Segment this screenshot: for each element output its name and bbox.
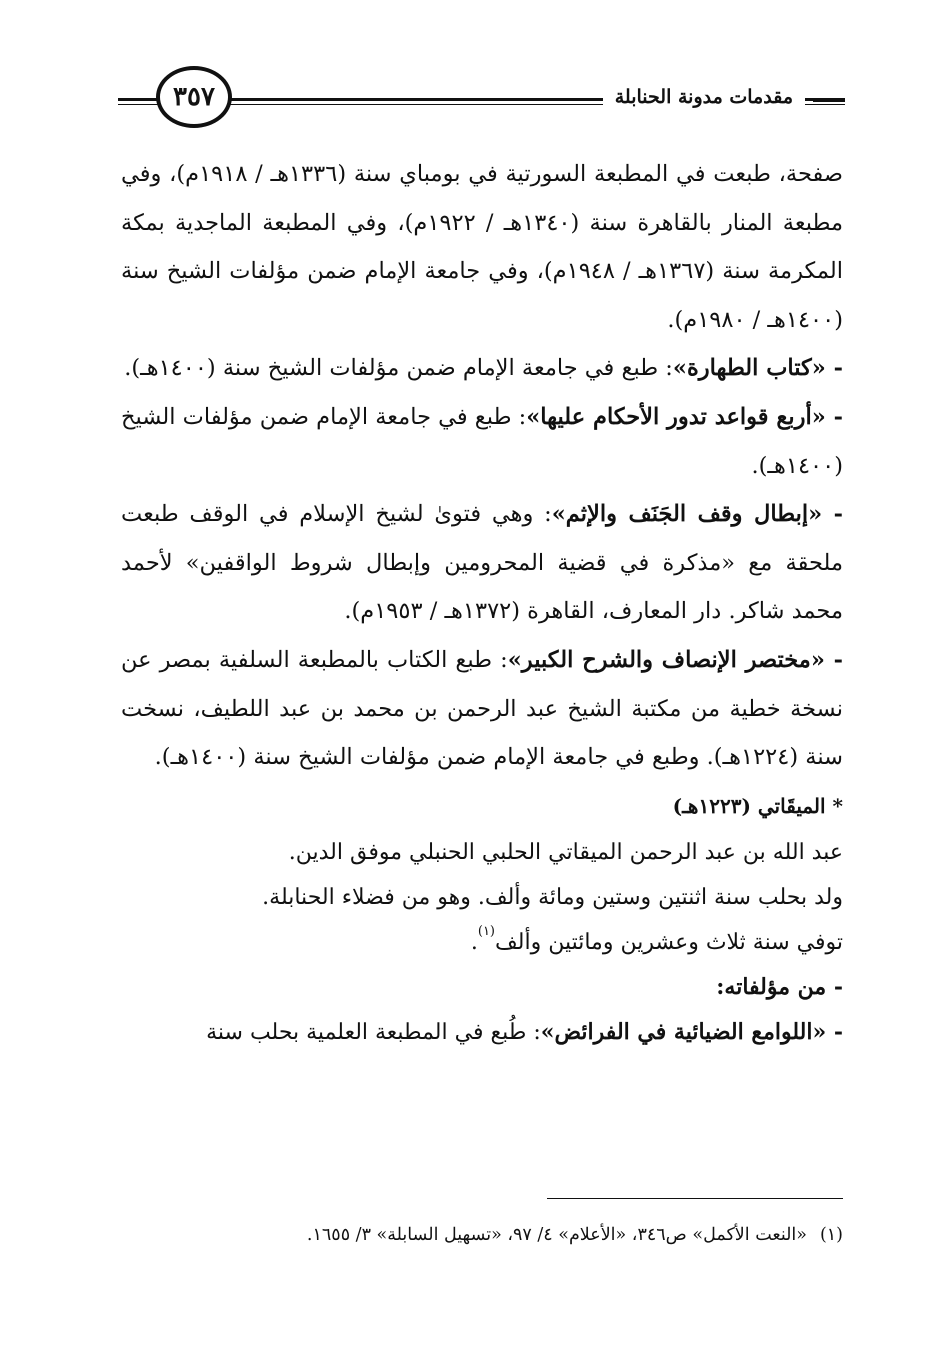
- works-label: - من مؤلفاته:: [716, 973, 843, 1000]
- entry-text: : طبع في جامعة الإمام ضمن مؤلفات الشيخ (١٤٠٠هـ).: [121, 403, 843, 479]
- entry-text: : وهي فتوىٰ لشيخ الإسلام في الوقف طبعت ملحقة مع «مذكرة في قضية المحرومين وإبطال شروط الواقفين» لأحمد محمد شاكر. دار المعارف، القاهرة (١٣٧٢هـ / ١٩٥٣م).: [121, 501, 844, 625]
- entry-mukhtasar-alinsaf: [121, 636, 843, 782]
- bio-line-name: عبد الله بن عبد الرحمن الميقاتي الحلبي الحنبلي موفق الدين.: [288, 839, 843, 865]
- bio-death-text: توفي سنة ثلاث وعشرين ومائتين وألف: [495, 929, 843, 955]
- footnote-separator: [547, 1198, 843, 1199]
- paragraph-editions: [121, 150, 843, 344]
- entry-title: - «إبطال وقف الجَنَف والإثم»: [551, 501, 844, 528]
- footnote-reference[interactable]: (١): [477, 923, 495, 939]
- entry-title: - «اللوامع الضيائية في الفرائض»: [540, 1018, 843, 1045]
- paragraph-text: صفحة، طبعت في المطبعة السورتية في بومباي سنة (١٣٣٦هـ / ١٩١٨م)، وفي مطبعة المنار بالقاهرة سنة (١٣٤٠هـ / ١٩٢٢م)، وفي المطبعة الماجدية بمكة المكرمة سنة (١٣٦٧هـ / ١٩٤٨م)، وفي جامعة الإمام ضمن مؤلفات الشيخ سنة (١٤٠٠هـ / ١٩٨٠م).: [121, 161, 844, 333]
- entry-arba-qawaid: [121, 393, 843, 490]
- footnote-text: «النعت الأكمل» ص٣٤٦، «الأعلام» ٤/ ٩٧، «تسهيل السابلة» ٣/ ١٦٥٥.: [306, 1225, 807, 1245]
- header-dash: [813, 99, 845, 102]
- entry-title: - «أربع قواعد تدور الأحكام عليها»: [526, 403, 843, 430]
- bio-death-end: .: [470, 929, 478, 955]
- footnote-number: (١): [819, 1225, 843, 1245]
- entry-title: - «كتاب الطهارة»: [672, 355, 843, 382]
- bio-line-birth: ولد بحلب سنة اثنتين وستين ومائة وألف. وهو من فضلاء الحنابلة.: [262, 884, 843, 910]
- entry-kitab-altahara: [121, 344, 843, 393]
- entry-alluwami: [121, 1010, 843, 1055]
- entry-ibtal-waqf: [121, 490, 843, 636]
- main-text: [121, 150, 843, 1055]
- entry-text: : طبع الكتاب بالمطبعة السلفية بمصر عن نسخة خطية من مكتبة الشيخ عبد الرحمن بن محمد بن عبد اللطيف، نسخت سنة (١٢٢٤هـ). وطبع في جامعة الإمام ضمن مؤلفات الشيخ سنة (١٤٠٠هـ).: [121, 646, 843, 771]
- entry-text: : طُبع في المطبعة العلمية بحلب سنة: [206, 1019, 541, 1045]
- page-header: [118, 62, 845, 132]
- entry-text: : طبع في جامعة الإمام ضمن مؤلفات الشيخ سنة (١٤٠٠هـ).: [124, 355, 673, 382]
- section-heading-almiqati: * الميقَاتي (١٢٢٣هـ): [672, 793, 843, 818]
- footnote-1: [121, 1220, 843, 1250]
- page-number-badge: ٣٥٧: [156, 66, 232, 128]
- bio-line-death: [121, 920, 843, 965]
- running-title: مقدمات مدونة الحنابلة: [603, 82, 805, 112]
- entry-title: - «مختصر الإنصاف والشرح الكبير»: [507, 646, 843, 673]
